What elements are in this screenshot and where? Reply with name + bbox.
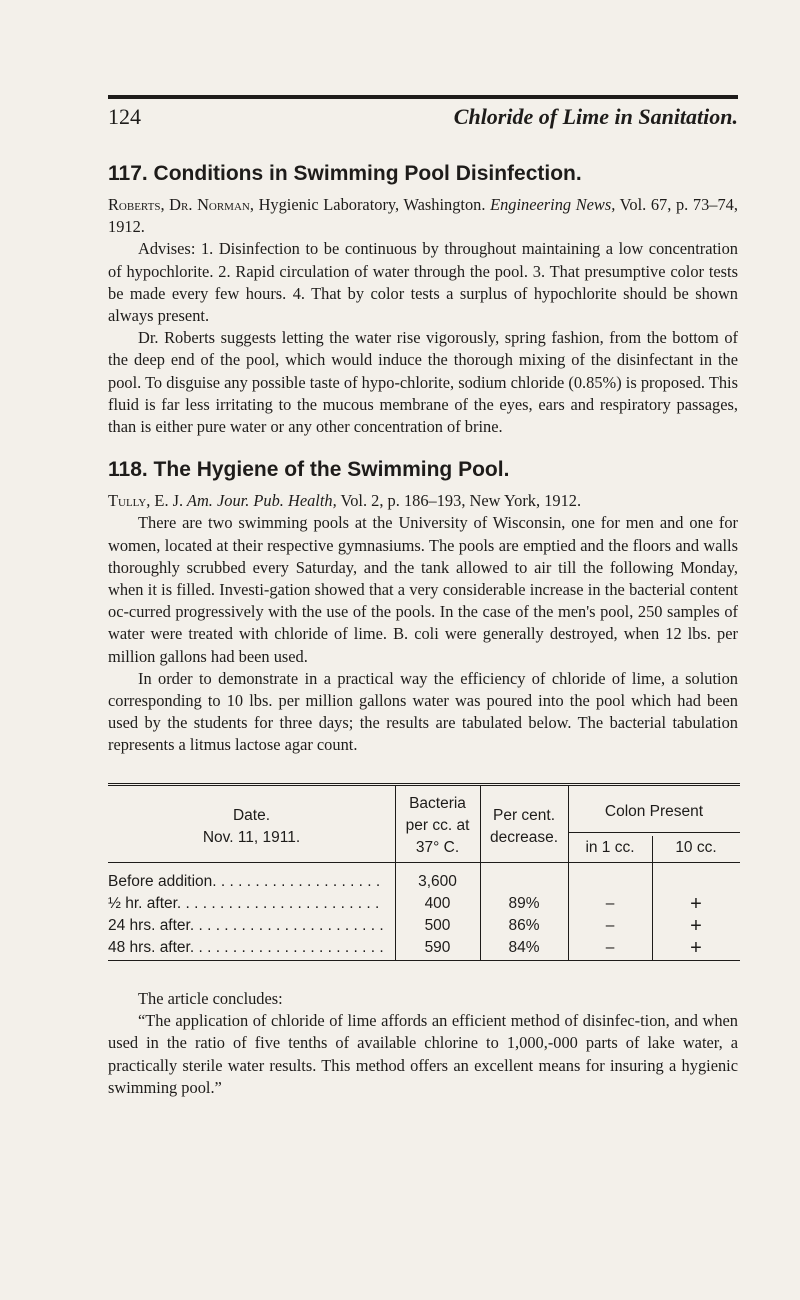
section-117-paragraph-1: Advises: 1. Disinfection to be continuous by throughout maintaining a low concentration of hypochlorite. 2. Rapid circulation of water through the pool. 3. That presumptive color tests be made every few hours. 4. That by color tests a surplus of hypochlorite should be shown always present. (108, 239, 738, 326)
header-1cc: in 1 cc. (585, 839, 635, 856)
table-row-line (108, 862, 740, 863)
header-colon: Colon Present (604, 803, 704, 820)
header-bacteria-3: 37° C. (415, 839, 460, 856)
section-118-paragraph-2: In order to demonstrate in a practical way the efficiency of chloride of lime, a solution corresponding to 10 lbs. per million gallons water was poured into the pool which had been used by the students for three days; the results are tabulated below. The bacterial tabulation represents a litmus lactose agar count. (108, 668, 738, 755)
header-bacteria: Bacteria (409, 795, 466, 812)
conclusion-intro: The article concludes: (138, 989, 283, 1008)
row-10cc: + (690, 937, 702, 959)
section-117-volume: Vol. 67, p. 73–74, 1912. (108, 195, 738, 237)
conclusion-quote: “The application of chloride of lime affords an efficient method of disinfec-tion, and when used in the ratio of five tenths of available chlorine to 1,000,-000 parts of lake water, a practically sterile water results. This method offers an excellent means for insuring a hygienic swimming pool.” (108, 1011, 738, 1097)
row-percent: 89% (508, 895, 540, 912)
row-1cc: – (605, 917, 615, 934)
section-118-journal: Am. Jour. Pub. Health, (183, 491, 337, 511)
section-117-heading: 117. Conditions in Swimming Pool Disinfection. (108, 162, 582, 185)
running-title: Chloride of Lime in Sanitation. (453, 104, 738, 129)
table-top-rule (108, 783, 740, 786)
section-117-citation (108, 194, 738, 238)
section-118-volume: Vol. 2, p. 186–193, New York, 1912. (336, 491, 582, 511)
section-117-author: Roberts, Dr. Norman, (108, 195, 254, 214)
header-percent: Per cent. (492, 807, 556, 824)
row-label: Before addition. . . . . . . . . . . . . . . . . . . . (108, 873, 381, 890)
section-118-heading: 118. The Hygiene of the Swimming Pool. (108, 458, 510, 482)
running-head (108, 104, 738, 136)
section-117-affiliation: Hygienic Laboratory, Washington. (253, 195, 491, 214)
row-percent: 86% (508, 917, 540, 934)
header-bacteria-2: per cc. at (405, 817, 470, 834)
section-118-citation (108, 490, 738, 512)
section-117-paragraph-2: Dr. Roberts suggests letting the water rise vigorously, spring fashion, from the bottom of the deep end of the pool, which would induce the thorough mixing of the disinfectant in the pool. To disguise any possible taste of hypo-chlorite, sodium chloride (0.85%) is proposed. This fluid is far less irritating to the mucous membrane of the eyes, ears and respiratory passages, than is either pure water or any other concentration of brine. (108, 328, 738, 437)
row-bacteria: 400 (424, 895, 451, 912)
row-label: ½ hr. after. . . . . . . . . . . . . . . . . . . . . . . . (108, 895, 380, 912)
page-number: 124 (108, 104, 141, 129)
row-label: 48 hrs. after. . . . . . . . . . . . . . . . . . . . . . . (108, 939, 384, 956)
row-bacteria: 590 (424, 939, 451, 956)
row-bacteria: 500 (424, 917, 451, 934)
row-percent: 84% (508, 939, 540, 956)
header-10cc: 10 cc. (675, 839, 717, 856)
header-rule (108, 95, 738, 99)
row-bacteria: 3,600 (418, 873, 457, 890)
row-1cc: – (605, 895, 615, 912)
table-bottom-rule (108, 960, 740, 961)
header-date-sub: Nov. 11, 1911. (202, 829, 301, 846)
main-text (108, 160, 738, 757)
header-percent-2: decrease. (489, 829, 559, 846)
section-117-journal: Engineering News, (490, 195, 616, 214)
section-118-author: Tully, E. J. (108, 491, 184, 511)
table-row-line (568, 832, 740, 833)
row-10cc: + (690, 915, 702, 937)
header-date: Date. (232, 807, 271, 824)
row-label: 24 hrs. after. . . . . . . . . . . . . . . . . . . . . . . (108, 917, 384, 934)
row-10cc: + (690, 893, 702, 915)
conclusion-text (108, 988, 738, 1099)
section-118-paragraph-1: There are two swimming pools at the University of Wisconsin, one for men and one for women, located at their respective gymnasiums. The pools are emptied and the floors and walls thoroughly scrubbed every Saturday, and the tank allowed to air till the following Monday, when it is filled. Investi-gation showed that a very considerable increase in the bacterial content oc-curred progressively with the use of the pools. In the case of the men's pool, 250 samples of water were treated with chloride of lime. B. coli were generally destroyed, when 12 lbs. per million gallons had been used. (108, 513, 738, 666)
row-1cc: – (605, 939, 615, 956)
